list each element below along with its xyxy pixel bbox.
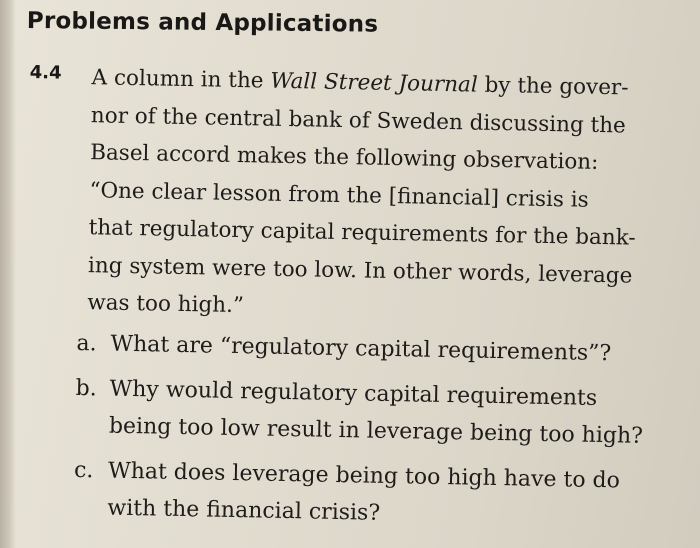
journal-title: Wall Street Journal bbox=[270, 68, 478, 98]
question-line: What are “regulatory capital requirements”? bbox=[110, 331, 612, 367]
question-line: Why would regulatory capital requirements bbox=[109, 376, 598, 411]
quote-line: ing system were too low. In other words, leverage bbox=[87, 252, 633, 289]
part-question bbox=[109, 371, 676, 456]
part-c bbox=[73, 452, 674, 538]
question-line: What does leverage being too high have to do bbox=[107, 458, 621, 494]
part-letter: a. bbox=[76, 330, 97, 357]
part-b bbox=[75, 370, 676, 456]
section-heading: Problems and Applications bbox=[26, 8, 379, 38]
problem-4-4 bbox=[29, 58, 680, 526]
quote-line: that regulatory capital requirements for the bank- bbox=[88, 215, 636, 251]
statement-text: A column in the bbox=[91, 65, 271, 94]
question-line: with the financial crisis? bbox=[107, 495, 381, 526]
statement-line: Basel accord makes the following observation: bbox=[89, 140, 599, 175]
statement-line: nor of the central bank of Sweden discussing the bbox=[90, 102, 627, 138]
page-edge-shadow bbox=[0, 0, 16, 548]
problem-parts bbox=[73, 325, 677, 545]
quote-line: “One clear lesson from the [financial] crisis is bbox=[89, 177, 589, 213]
statement-text: by the gover- bbox=[477, 72, 629, 101]
part-question bbox=[110, 326, 677, 374]
problem-number: 4.4 bbox=[29, 61, 62, 84]
part-question bbox=[107, 453, 674, 538]
part-a bbox=[76, 325, 677, 374]
question-line: being too low result in leverage being too high? bbox=[108, 413, 644, 449]
problem-statement bbox=[87, 59, 667, 332]
part-letter: b. bbox=[75, 375, 97, 402]
quote-line: was too high.” bbox=[87, 290, 245, 319]
part-letter: c. bbox=[73, 457, 94, 484]
